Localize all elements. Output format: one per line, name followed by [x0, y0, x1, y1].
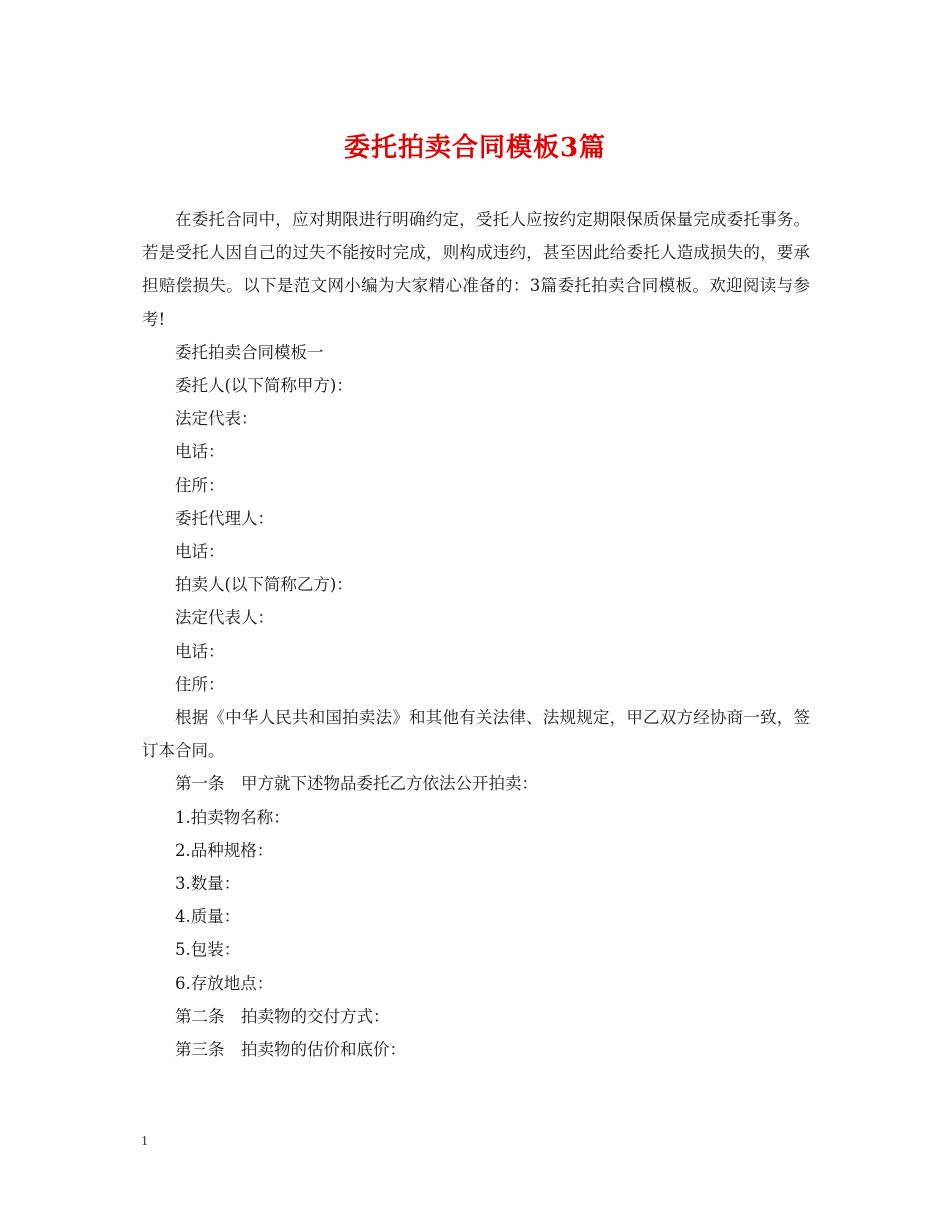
field-agent: 委托代理人： — [175, 508, 274, 528]
field-auctioneer-address: 住所： — [175, 674, 225, 694]
page-title: 委托拍卖合同模板3篇 — [343, 133, 607, 163]
section-heading: 委托拍卖合同模板一 — [175, 342, 324, 362]
field-auctioneer-representative: 法定代表人： — [175, 608, 274, 628]
field-auctioneer-phone: 电话： — [175, 641, 225, 661]
item-spec: 2.品种规格： — [175, 840, 274, 860]
item-quality: 4.质量： — [175, 907, 241, 927]
page-number: 1 — [141, 1134, 148, 1149]
legal-basis-paragraph: 根据《中华人民共和国拍卖法》和其他有关法律、法规规定，甲乙双方经协商一致，签订本合同。 — [142, 708, 810, 761]
item-name: 1.拍卖物名称： — [175, 807, 290, 827]
field-agent-phone: 电话： — [175, 542, 225, 562]
article-2: 第二条 拍卖物的交付方式： — [175, 1006, 390, 1026]
intro-paragraph: 在委托合同中，应对期限进行明确约定，受托人应按约定期限保质保量完成委托事务。若是受托人因自己的过失不能按时完成，则构成违约，甚至因此给委托人造成损失的，要承担赔偿损失。以下是范文网小编为大家精心准备的：3篇委托拍卖合同模板。欢迎阅读与参考! — [142, 210, 810, 329]
article-1: 第一条 甲方就下述物品委托乙方依法公开拍卖： — [175, 774, 538, 794]
document-body — [142, 203, 810, 1066]
item-packaging: 5.包装： — [175, 940, 241, 960]
field-address: 住所： — [175, 475, 225, 495]
article-3: 第三条 拍卖物的估价和底价： — [175, 1040, 406, 1060]
field-auctioneer: 拍卖人(以下简称乙方)： — [175, 575, 353, 595]
item-storage: 6.存放地点： — [175, 973, 274, 993]
field-legal-representative: 法定代表： — [175, 409, 258, 429]
item-quantity: 3.数量： — [175, 874, 241, 894]
field-phone: 电话： — [175, 442, 225, 462]
field-principal: 委托人(以下简称甲方)： — [175, 376, 353, 396]
